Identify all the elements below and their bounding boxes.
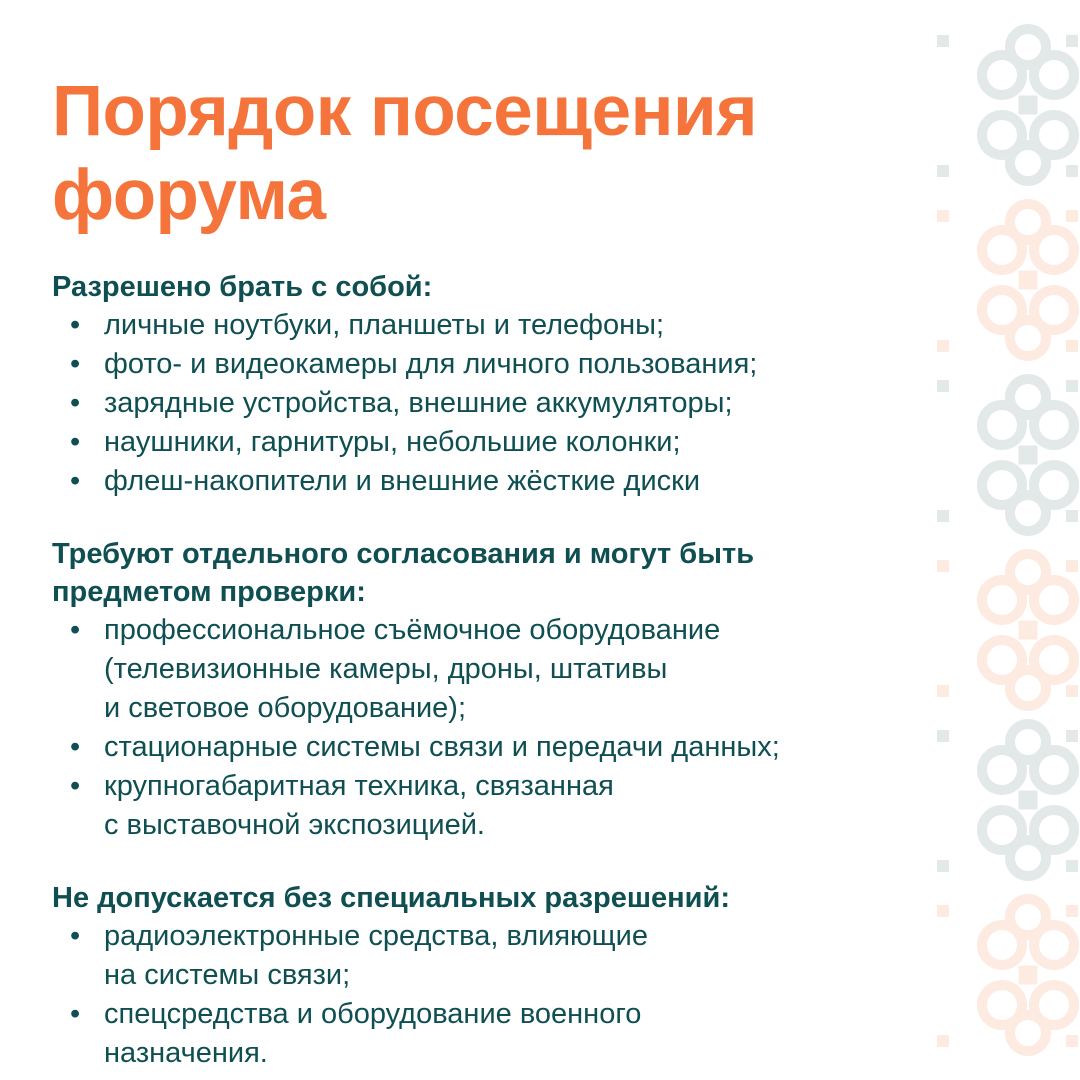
list-item-text: зарядные устройства, внешние аккумуляторы;	[104, 387, 733, 419]
list-item	[52, 306, 912, 345]
section-heading: Разрешено брать с собой:	[52, 271, 433, 303]
page-title: Порядок посещения форума	[52, 72, 758, 235]
ornament-motif	[982, 554, 1074, 706]
allowed-list	[52, 306, 912, 501]
bullet-icon: •	[70, 465, 81, 497]
section-prohibited	[52, 879, 912, 1073]
ornament-pattern	[935, 0, 1080, 1080]
list-item-text: спецсредства и оборудование военного назначения.	[104, 998, 642, 1069]
list-item	[52, 767, 912, 845]
list-item	[52, 423, 912, 462]
bullet-icon: •	[70, 770, 81, 802]
bullet-icon: •	[70, 731, 81, 763]
section-heading: Не допускается без специальных разрешений:	[52, 882, 730, 914]
bullet-icon: •	[70, 998, 81, 1030]
list-item-text: личные ноутбуки, планшеты и телефоны;	[104, 309, 665, 341]
list-item	[52, 462, 912, 501]
bullet-icon: •	[70, 387, 81, 419]
list-item	[52, 728, 912, 767]
list-item-text: крупногабаритная техника, связанная с выставочной экспозицией.	[104, 770, 614, 841]
bullet-icon: •	[70, 348, 81, 380]
list-item-text: фото- и видеокамеры для личного пользования;	[104, 348, 758, 380]
list-item-text: наушники, гарнитуры, небольшие колонки;	[104, 426, 681, 458]
list-item-text: флеш-накопители и внешние жёсткие диски	[104, 465, 701, 497]
ornament-motif	[982, 204, 1074, 356]
main-content	[52, 70, 912, 1073]
ornament-motif	[982, 724, 1074, 876]
prohibited-list	[52, 917, 912, 1073]
section-heading: Требуют отдельного согласования и могут быть предметом проверки:	[52, 538, 755, 608]
list-item	[52, 611, 912, 728]
section-allowed	[52, 268, 912, 501]
list-item	[52, 917, 912, 995]
list-item	[52, 345, 912, 384]
bullet-icon: •	[70, 309, 81, 341]
list-item-text: радиоэлектронные средства, влияющие на системы связи;	[104, 920, 648, 991]
ornament-motif	[982, 29, 1074, 181]
list-item-text: стационарные системы связи и передачи данных;	[104, 731, 780, 763]
approval-list	[52, 611, 912, 845]
bullet-icon: •	[70, 426, 81, 458]
bullet-icon: •	[70, 614, 81, 646]
bullet-icon: •	[70, 920, 81, 952]
section-approval	[52, 535, 912, 845]
list-item	[52, 995, 912, 1073]
ornament-motif	[982, 899, 1074, 1051]
list-item-text: профессиональное съёмочное оборудование (телевизионные камеры, дроны, штативы и световое оборудование);	[104, 614, 721, 724]
list-item	[52, 384, 912, 423]
ornament-motif	[982, 379, 1074, 531]
